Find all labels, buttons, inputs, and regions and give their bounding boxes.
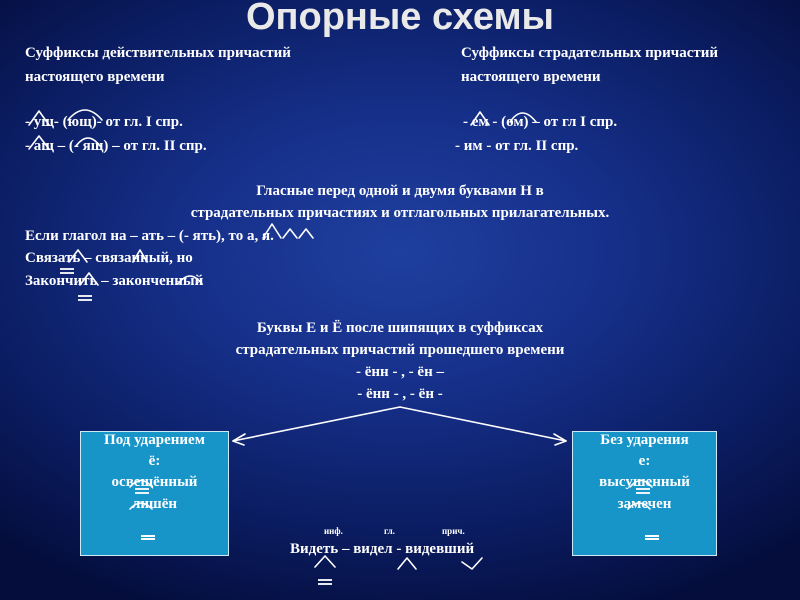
active-rule-1: - ущ- (ющ)- от гл. I спр. <box>25 114 183 130</box>
suffix-mark <box>462 558 482 569</box>
unstressed-word-1: высушенный <box>599 474 690 490</box>
page-title: Опорные схемы <box>245 0 555 38</box>
stressed-title: Под ударением <box>104 432 205 448</box>
passive-heading-line1: Суффиксы страдательных причастий <box>461 45 718 61</box>
stressed-letter: ё: <box>148 453 161 469</box>
active-heading-line1: Суффиксы действительных причастий <box>25 45 291 61</box>
unstressed-title: Без ударения <box>600 432 689 448</box>
arrow-to-unstressed <box>400 407 566 441</box>
label-participle: прич. <box>442 526 465 536</box>
stressed-word-2: лишён <box>131 496 178 512</box>
active-rule-2: - ащ – (- ящ) – от гл. II спр. <box>25 138 207 154</box>
vowels-example-2: Закончить – законченный <box>25 273 204 289</box>
unstressed-word-2: замечен <box>617 496 672 512</box>
vowels-heading-line1: Гласные перед одной и двумя буквами Н в <box>256 183 544 199</box>
emphasis-mark <box>645 535 659 540</box>
vowels-rule: Если глагол на – ать – (- ять), то а, я. <box>25 228 274 244</box>
vowels-example-1: Связать – связанный, но <box>25 250 193 266</box>
letters-heading-line1: Буквы Е и Ё после шипящих в суффиксах <box>256 320 544 336</box>
passive-rule-1: - ем - (ом) – от гл I спр. <box>463 114 618 130</box>
suffix-mark <box>299 229 313 238</box>
letters-suffix-line1: - ённ - , - ён – <box>356 364 444 380</box>
stressed-box <box>80 431 229 556</box>
bottom-example-line: Видеть – видел - видевший <box>290 541 475 557</box>
letters-suffix-line2: - ённ - , - ён - <box>357 386 443 402</box>
unstressed-box <box>572 431 717 556</box>
passive-heading-line2: настоящего времени <box>461 69 601 85</box>
passive-rule-2: - им - от гл. II спр. <box>455 138 579 154</box>
arrow-to-unstressed-head <box>554 434 566 445</box>
letters-heading-line2: страдательных причастий прошедшего времени <box>235 342 565 358</box>
suffix-mark <box>398 558 416 569</box>
label-verb: гл. <box>384 526 395 536</box>
vowels-heading-line2: страдательных причастиях и отглагольных прилагательных. <box>190 205 610 221</box>
active-heading-line2: настоящего времени <box>25 69 165 85</box>
arrow-to-stressed <box>233 407 400 441</box>
stressed-word-1: освещённый <box>111 474 198 490</box>
arrow-to-stressed-head <box>233 434 245 445</box>
emphasis-mark <box>141 535 155 540</box>
suffix-mark <box>283 229 297 238</box>
unstressed-letter: е: <box>638 453 651 469</box>
label-infinitive: инф. <box>324 526 343 536</box>
